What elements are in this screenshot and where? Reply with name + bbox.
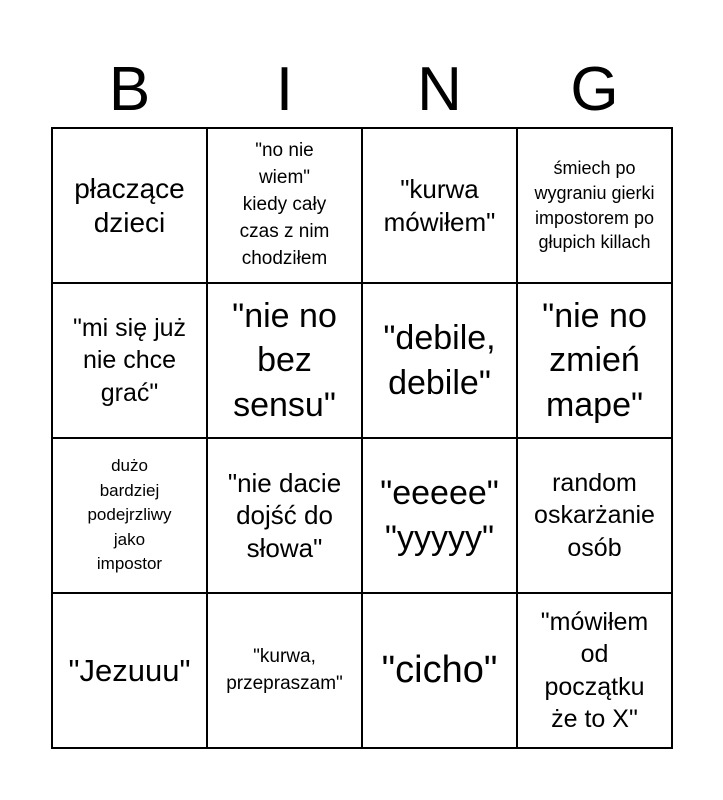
bingo-cell[interactable] [208, 439, 363, 594]
cell-text: "nie dacie dojść do słowa" [227, 467, 342, 563]
bingo-board [51, 127, 673, 749]
header-letter-g: G [570, 55, 619, 124]
bingo-cell[interactable] [363, 594, 518, 749]
cell-text: "Jezuuu" [68, 652, 191, 688]
cell-text: "no nie wiem" kiedy cały czas z nim chodziłem [239, 140, 330, 269]
header-letter-n: N [417, 55, 462, 124]
cell-text: śmiech po wygraniu gierki impostorem po głupich killach [534, 157, 655, 253]
cell-text: płaczące dzieci [74, 172, 185, 238]
bingo-cell[interactable] [518, 439, 673, 594]
bingo-header [52, 52, 672, 128]
bingo-cell[interactable] [208, 594, 363, 749]
cell-text: "kurwa, przepraszam" [226, 645, 343, 694]
cell-text: dużo bardziej podejrzliwy jako impostor [87, 455, 172, 574]
bingo-cell[interactable] [518, 129, 673, 284]
cell-text: "kurwa mówiłem" [383, 174, 496, 237]
bingo-cell[interactable] [53, 594, 208, 749]
bingo-cell[interactable] [208, 284, 363, 439]
cell-text: "debile, debile" [383, 319, 496, 402]
bingo-cell[interactable] [518, 284, 673, 439]
bingo-cell[interactable] [363, 439, 518, 594]
bingo-cell[interactable] [53, 439, 208, 594]
bingo-cell[interactable] [53, 129, 208, 284]
cell-text: "mi się już nie chce grać" [72, 313, 187, 407]
bingo-cell[interactable] [53, 284, 208, 439]
bingo-cell[interactable] [208, 129, 363, 284]
bingo-cell[interactable] [363, 284, 518, 439]
cell-text: "eeeee" "yyyyy" [380, 474, 499, 557]
header-letter-i: I [275, 55, 294, 124]
bingo-cell[interactable] [518, 594, 673, 749]
cell-text: "nie no bez sensu" [232, 297, 337, 424]
header-letter-b: B [108, 55, 151, 124]
cell-text: random oskarżanie osób [534, 468, 655, 562]
cell-text: "nie no zmień mape" [542, 297, 647, 424]
bingo-cell[interactable] [363, 129, 518, 284]
cell-text: "cicho" [381, 648, 498, 691]
cell-text: "mówiłem od początku że to X" [540, 607, 649, 733]
